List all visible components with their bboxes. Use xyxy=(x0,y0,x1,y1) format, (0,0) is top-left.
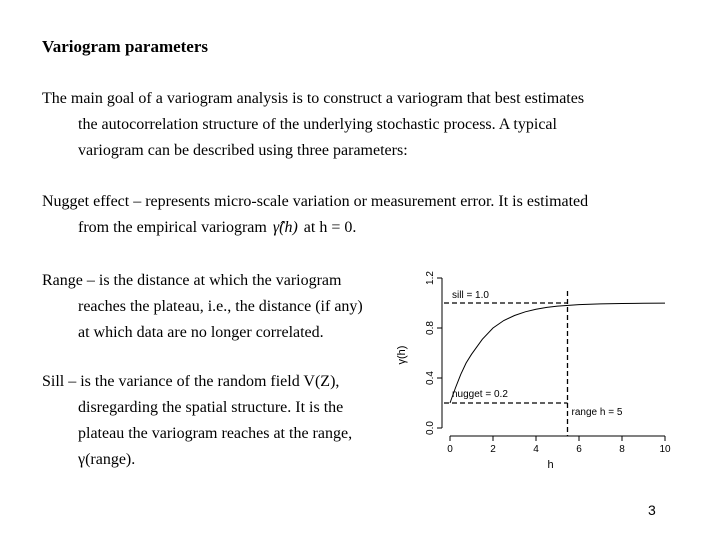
y-axis-label: γ(h) xyxy=(396,345,408,365)
y-tick-label-2: 0.8 xyxy=(425,321,436,335)
y-tick-label-0: 0.0 xyxy=(425,421,436,435)
range-annotation: range h = 5 xyxy=(571,407,623,418)
x-tick-label-4: 8 xyxy=(619,444,625,455)
x-axis-label: h xyxy=(547,459,554,471)
range-line-3: at which data are no longer correlated. xyxy=(78,324,324,341)
sill-line-2: disregarding the spatial structure. It is the xyxy=(78,399,344,416)
nugget-annotation: nugget = 0.2 xyxy=(452,389,508,400)
x-tick-label-3: 6 xyxy=(576,444,582,455)
nugget-line-2-pre: from the empirical variogram xyxy=(78,219,267,236)
range-line-2: reaches the plateau, i.e., the distance (if any) xyxy=(78,298,363,315)
sill-line-1: Sill – is the variance of the random field V(Z), xyxy=(42,373,340,390)
sill-line-3: plateau the variogram reaches at the range, xyxy=(78,425,353,442)
y-tick-label-3: 1.2 xyxy=(425,271,436,285)
y-tick-label-1: 0.4 xyxy=(425,371,436,385)
page-title: Variogram parameters xyxy=(42,37,209,56)
nugget-line-2 xyxy=(42,215,682,241)
sill-line-4: γ(range). xyxy=(78,451,136,468)
sill-paragraph xyxy=(42,369,402,473)
x-tick-label-2: 4 xyxy=(533,444,539,455)
variogram-curve-0 xyxy=(450,303,665,403)
intro-line-2: the autocorrelation structure of the underlying stochastic process. A typical xyxy=(78,116,557,133)
sill-annotation: sill = 1.0 xyxy=(452,290,489,301)
page-number: 3 xyxy=(648,502,656,518)
x-tick-label-5: 10 xyxy=(659,444,671,455)
nugget-paragraph xyxy=(42,189,682,241)
range-paragraph xyxy=(42,268,402,346)
gamma-hat-symbol: γ̂(h) xyxy=(272,219,298,236)
nugget-line-2-post: at h = 0. xyxy=(303,219,357,236)
intro-paragraph xyxy=(42,86,682,164)
variogram-chart xyxy=(390,262,690,477)
x-tick-label-1: 2 xyxy=(490,444,496,455)
range-line-1: Range – is the distance at which the variogram xyxy=(42,272,342,289)
intro-line-1: The main goal of a variogram analysis is to construct a variogram that best estimates xyxy=(42,90,585,107)
x-tick-label-0: 0 xyxy=(447,444,453,455)
nugget-line-1: Nugget effect – represents micro-scale variation or measurement error. It is estimated xyxy=(42,193,589,210)
intro-line-3: variogram can be described using three parameters: xyxy=(78,142,408,159)
